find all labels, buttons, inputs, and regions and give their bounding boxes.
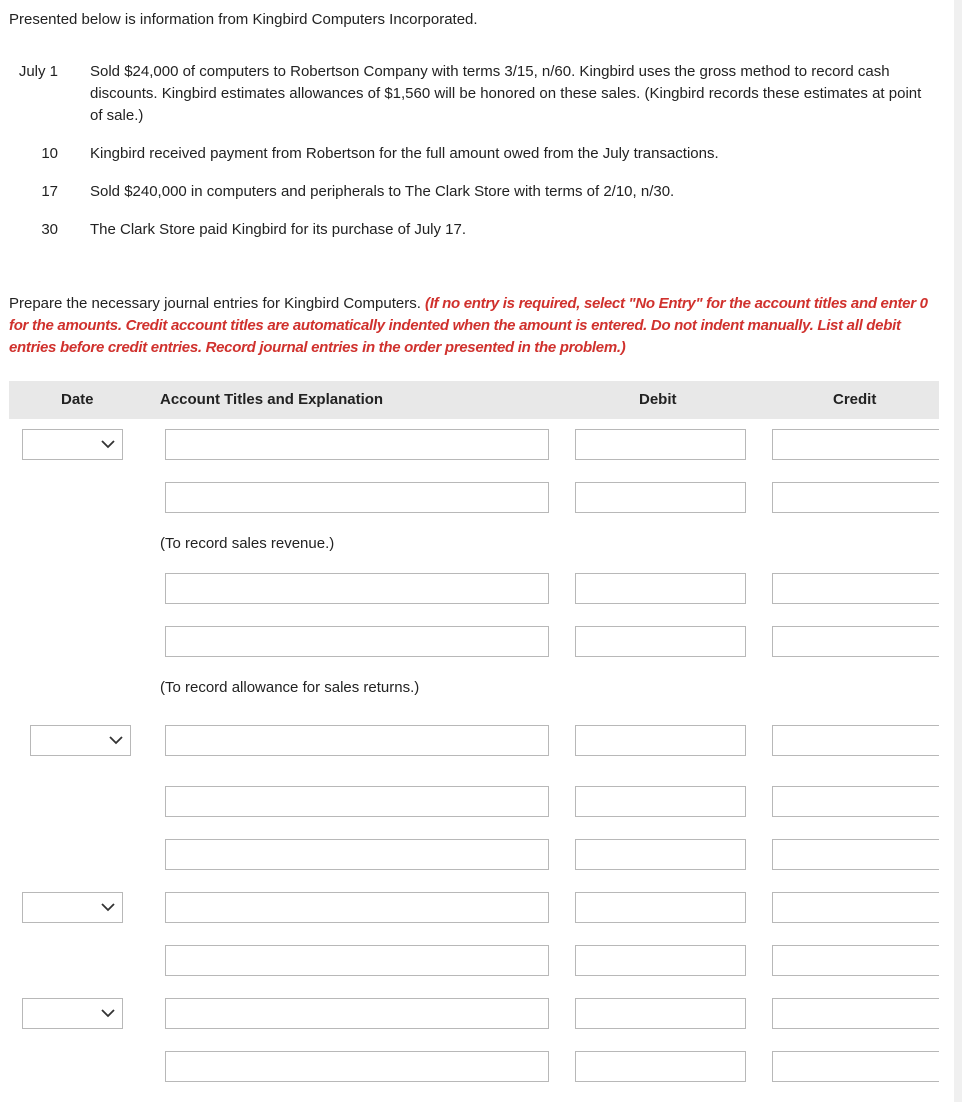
credit-input[interactable] xyxy=(772,482,939,513)
account-title-input[interactable] xyxy=(165,482,549,513)
account-title-input[interactable] xyxy=(165,839,549,870)
transaction-text: Sold $240,000 in computers and peripherals to The Clark Store with terms of 2/10, n/30. xyxy=(90,183,675,200)
debit-input[interactable] xyxy=(575,429,746,460)
page-scrollbar[interactable] xyxy=(954,0,962,1102)
date-column-header: Date xyxy=(61,391,94,408)
instructions-emphasis: (If no entry is required, select "No Entry" for the account titles and enter 0 for the amounts. Credit account titles are automatically indented when the amount is entered. Do not indent manually. List all debit entries before credit entries. Record journal entries in the order presented in the problem.) xyxy=(9,295,928,356)
credit-input[interactable] xyxy=(772,786,939,817)
debit-input[interactable] xyxy=(575,998,746,1029)
transaction-date: 30 xyxy=(41,221,58,238)
debit-input[interactable] xyxy=(575,1051,746,1082)
credit-input[interactable] xyxy=(772,839,939,870)
transaction-date: July 1 xyxy=(18,63,58,80)
account-title-input[interactable] xyxy=(165,725,549,756)
debit-input[interactable] xyxy=(575,626,746,657)
journal-table-header xyxy=(9,381,939,419)
account-title-input[interactable] xyxy=(165,626,549,657)
chevron-down-icon xyxy=(101,440,115,449)
transaction-date: 17 xyxy=(41,183,58,200)
credit-input[interactable] xyxy=(772,725,939,756)
credit-input[interactable] xyxy=(772,1051,939,1082)
account-title-input[interactable] xyxy=(165,573,549,604)
date-select[interactable] xyxy=(30,725,131,756)
problem-intro: Presented below is information from Kingbird Computers Incorporated. xyxy=(9,11,478,28)
instructions xyxy=(9,293,949,359)
chevron-down-icon xyxy=(101,1009,115,1018)
credit-input[interactable] xyxy=(772,945,939,976)
account-column-header: Account Titles and Explanation xyxy=(160,391,384,408)
credit-input[interactable] xyxy=(772,429,939,460)
credit-input[interactable] xyxy=(772,998,939,1029)
instructions-plain: Prepare the necessary journal entries for Kingbird Computers. xyxy=(9,295,421,312)
debit-input[interactable] xyxy=(575,573,746,604)
debit-column-header: Debit xyxy=(639,391,677,408)
debit-input[interactable] xyxy=(575,945,746,976)
transaction-text: The Clark Store paid Kingbird for its purchase of July 17. xyxy=(90,221,467,238)
credit-input[interactable] xyxy=(772,892,939,923)
chevron-down-icon xyxy=(109,736,123,745)
debit-input[interactable] xyxy=(575,482,746,513)
transaction-date: 10 xyxy=(41,145,58,162)
account-title-input[interactable] xyxy=(165,1051,549,1082)
date-select[interactable] xyxy=(22,892,123,923)
credit-input[interactable] xyxy=(772,573,939,604)
account-title-input[interactable] xyxy=(165,786,549,817)
transaction-text: Sold $24,000 of computers to Robertson Company with terms 3/15, n/60. Kingbird uses the gross method to record cash discounts. Kingbird estimates allowances of $1,560 will be honored on these sales. (Kingbird records these estimates at point of sale.) xyxy=(90,63,922,124)
credit-column-header: Credit xyxy=(833,391,877,408)
credit-input[interactable] xyxy=(772,626,939,657)
date-select[interactable] xyxy=(22,998,123,1029)
account-title-input[interactable] xyxy=(165,429,549,460)
entry-note: (To record allowance for sales returns.) xyxy=(160,679,420,696)
chevron-down-icon xyxy=(101,903,115,912)
debit-input[interactable] xyxy=(575,725,746,756)
transaction-text: Kingbird received payment from Robertson for the full amount owed from the July transactions. xyxy=(90,145,719,162)
debit-input[interactable] xyxy=(575,786,746,817)
account-title-input[interactable] xyxy=(165,945,549,976)
date-select[interactable] xyxy=(22,429,123,460)
account-title-input[interactable] xyxy=(165,998,549,1029)
account-title-input[interactable] xyxy=(165,892,549,923)
debit-input[interactable] xyxy=(575,839,746,870)
debit-input[interactable] xyxy=(575,892,746,923)
entry-note: (To record sales revenue.) xyxy=(160,535,335,552)
